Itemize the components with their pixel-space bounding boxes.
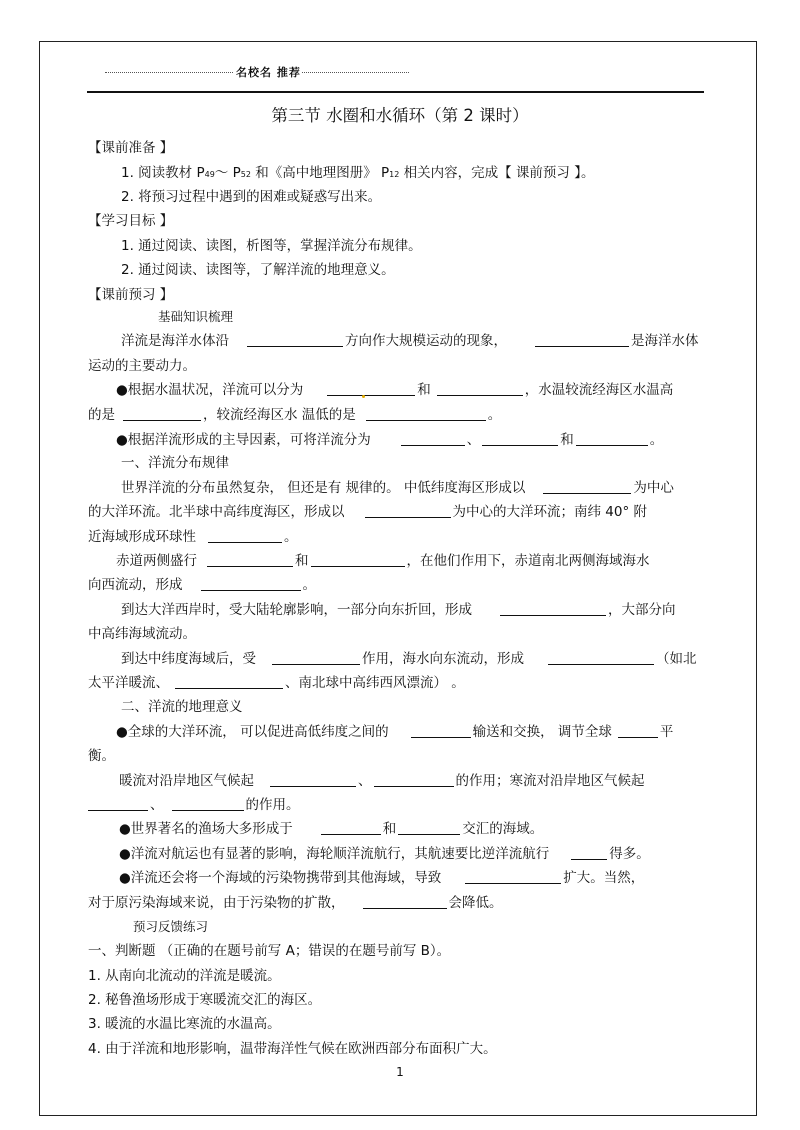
blank[interactable]: [548, 651, 654, 665]
blank[interactable]: [327, 382, 415, 396]
text-line: 暖流对沿岸地区气候起 、 的作用；寒流对沿岸地区气候起: [119, 773, 645, 789]
blank[interactable]: [270, 773, 356, 787]
text-line: 到达中纬度海域后，受 作用，海水向东流动，形成 （如北: [121, 651, 697, 667]
blank[interactable]: [411, 724, 471, 738]
text-line: ●洋流对航运也有显著的影响，海轮顺洋流航行，其航速要比逆洋流航行 得多。: [119, 846, 650, 862]
blank[interactable]: [535, 333, 629, 347]
text-line: 太平洋暖流、 、南北球中高纬西风漂流） 。: [88, 675, 465, 691]
basic-knowledge-heading: 基础知识梳理: [158, 309, 234, 324]
text-line: 中高纬海域流动。: [88, 626, 196, 642]
section-preview: 【课前预习 】: [88, 287, 174, 303]
blank[interactable]: [247, 333, 343, 347]
text-line: ●洋流还会将一个海域的污染物携带到其他海域，导致 扩大。当然，: [119, 870, 645, 886]
blank[interactable]: [88, 797, 148, 811]
blank[interactable]: [576, 432, 648, 446]
blank[interactable]: [465, 870, 561, 884]
text-line: 运动的主要动力。: [88, 358, 196, 374]
highlight-dot: [362, 395, 365, 398]
blank[interactable]: [437, 382, 523, 396]
text-line: 向西流动，形成 。: [88, 577, 316, 593]
blank[interactable]: [321, 821, 381, 835]
blank[interactable]: [500, 602, 606, 616]
blank[interactable]: [398, 821, 460, 835]
section-goals: 【学习目标 】: [88, 213, 174, 229]
blank[interactable]: [365, 504, 451, 518]
text-line: 赤道两侧盛行 和 ，在他们作用下，赤道南北两侧海域海水: [116, 553, 650, 569]
text-line: ●根据洋流形成的主导因素，可将洋流分为 、 和 。: [116, 432, 664, 448]
blank[interactable]: [201, 577, 301, 591]
judgement-item-4: 4. 由于洋流和地形影响，温带海洋性气候在欧洲西部分布面积广大。: [88, 1041, 497, 1057]
heading-significance: 二、洋流的地理意义: [121, 699, 243, 715]
text-line: 到达大洋西岸时，受大陆轮廓影响，一部分向东折回，形成 ，大部分向: [121, 602, 676, 618]
judgement-item-2: 2. 秘鲁渔场形成于寒暖流交汇的海区。: [88, 992, 322, 1008]
judgement-heading: 一、判断题 （正确的在题号前写 A；错误的在题号前写 B）。: [88, 943, 451, 959]
blank[interactable]: [172, 797, 244, 811]
text-line: ●根据水温状况，洋流可以分为 和 ，水温较流经海区水温高: [116, 382, 674, 398]
blank[interactable]: [571, 846, 607, 860]
text-line: 的大洋环流。北半球中高纬度海区，形成以 为中心的大洋环流；南纬 40° 附: [88, 504, 648, 520]
goal-item-2: 2. 通过阅读、读图等，了解洋流的地理意义。: [121, 262, 395, 278]
header-dots-left: [105, 72, 233, 73]
section-prep: 【课前准备 】: [88, 140, 174, 156]
blank[interactable]: [401, 432, 465, 446]
text-line: 对于原污染海域来说，由于污染物的扩散， 会降低。: [88, 895, 503, 911]
blank[interactable]: [374, 773, 454, 787]
blank[interactable]: [482, 432, 558, 446]
text-line: 洋流是海洋水体沿 方向作大规模运动的现象， 是海洋水体: [121, 333, 699, 349]
text-line: 近海域形成环球性 。: [88, 529, 298, 545]
page-header: [0, 64, 800, 80]
blank[interactable]: [175, 675, 283, 689]
header-dots-right: [302, 72, 409, 73]
heading-distribution: 一、洋流分布规律: [121, 455, 229, 471]
blank[interactable]: [207, 553, 293, 567]
prep-item-1: 1. 阅读教材 P49～ P52 和《高中地理图册》 P12 相关内容，完成【 课前预习 】。: [121, 165, 595, 181]
blank[interactable]: [363, 895, 447, 909]
blank[interactable]: [272, 651, 360, 665]
blank[interactable]: [123, 407, 201, 421]
goal-item-1: 1. 通过阅读、读图，析图等，掌握洋流分布规律。: [121, 238, 422, 254]
text-line: ●全球的大洋环流， 可以促进高低纬度之间的 输送和交换， 调节全球 平: [116, 724, 674, 740]
header-rule: [87, 91, 704, 93]
text-line: 的是 ，较流经海区水 温低的是 。: [88, 407, 502, 423]
text-line: ●世界著名的渔场大多形成于 和 交汇的海域。: [119, 821, 544, 837]
practice-heading: 预习反馈练习: [133, 919, 209, 934]
blank[interactable]: [618, 724, 658, 738]
page-number: 1: [396, 1065, 404, 1079]
prep-item-2: 2. 将预习过程中遇到的困难或疑惑写出来。: [121, 189, 382, 205]
text-line: 世界洋流的分布虽然复杂， 但还是有 规律的。 中低纬度海区形成以 为中心: [121, 480, 674, 496]
page-title: 第三节 水圈和水循环（第 2 课时）: [271, 106, 529, 125]
judgement-item-3: 3. 暖流的水温比寒流的水温高。: [88, 1016, 281, 1032]
blank[interactable]: [311, 553, 405, 567]
judgement-item-1: 1. 从南向北流动的洋流是暖流。: [88, 968, 281, 984]
text-line: 衡。: [88, 748, 115, 764]
blank[interactable]: [366, 407, 486, 421]
school-recommend: 名校名 推荐: [236, 66, 301, 79]
blank[interactable]: [543, 480, 631, 494]
text-line: 、 的作用。: [88, 796, 300, 814]
blank[interactable]: [208, 529, 282, 543]
